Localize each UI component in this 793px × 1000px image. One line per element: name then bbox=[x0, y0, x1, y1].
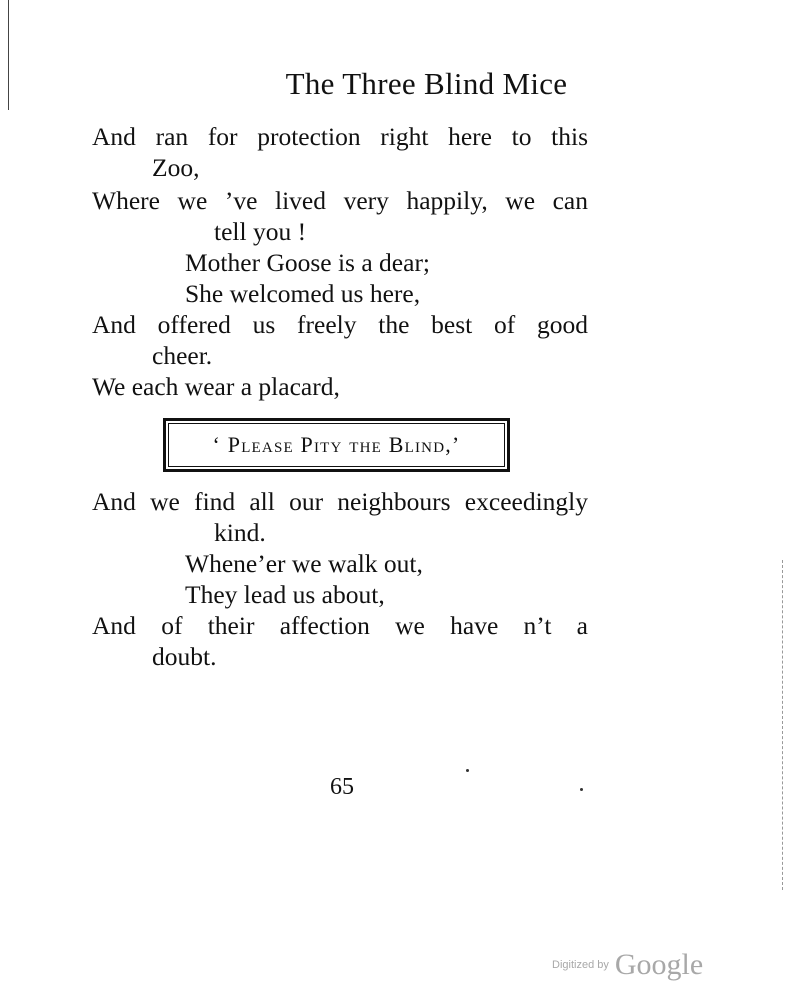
poem-line: tell you ! bbox=[214, 217, 307, 246]
page-title: The Three Blind Mice bbox=[285, 66, 568, 101]
poem-line: And ran for protection right here to this bbox=[92, 122, 588, 151]
watermark-brand: Google bbox=[614, 948, 704, 981]
poem-line: Whene’er we walk out, bbox=[185, 549, 423, 578]
ink-speck bbox=[466, 769, 469, 772]
poem-line: They lead us about, bbox=[185, 580, 385, 609]
poem-line: And offered us freely the best of good bbox=[92, 310, 588, 339]
scan-edge-right bbox=[782, 560, 784, 890]
digitized-watermark bbox=[552, 948, 703, 982]
poem-line: kind. bbox=[214, 518, 266, 547]
poem-line: And of their affection we have n’t a bbox=[92, 611, 588, 640]
placard-box bbox=[163, 418, 510, 472]
poem-line: Where we ’ve lived very happily, we can bbox=[92, 186, 588, 215]
ink-speck bbox=[580, 788, 583, 791]
poem-line: Zoo, bbox=[152, 153, 200, 182]
poem-line: cheer. bbox=[152, 341, 213, 370]
poem-line: And we find all our neighbours exceedingly bbox=[92, 487, 588, 516]
page-number: 65 bbox=[330, 774, 354, 800]
poem-line: She welcomed us here, bbox=[185, 279, 421, 308]
watermark-prefix: Digitized by bbox=[552, 959, 609, 971]
poem-line: doubt. bbox=[152, 642, 217, 671]
placard-text: ‘ Please Pity the Blind,’ bbox=[212, 432, 461, 457]
poem-line: We each wear a placard, bbox=[92, 372, 340, 401]
poem-line: Mother Goose is a dear; bbox=[185, 248, 431, 277]
